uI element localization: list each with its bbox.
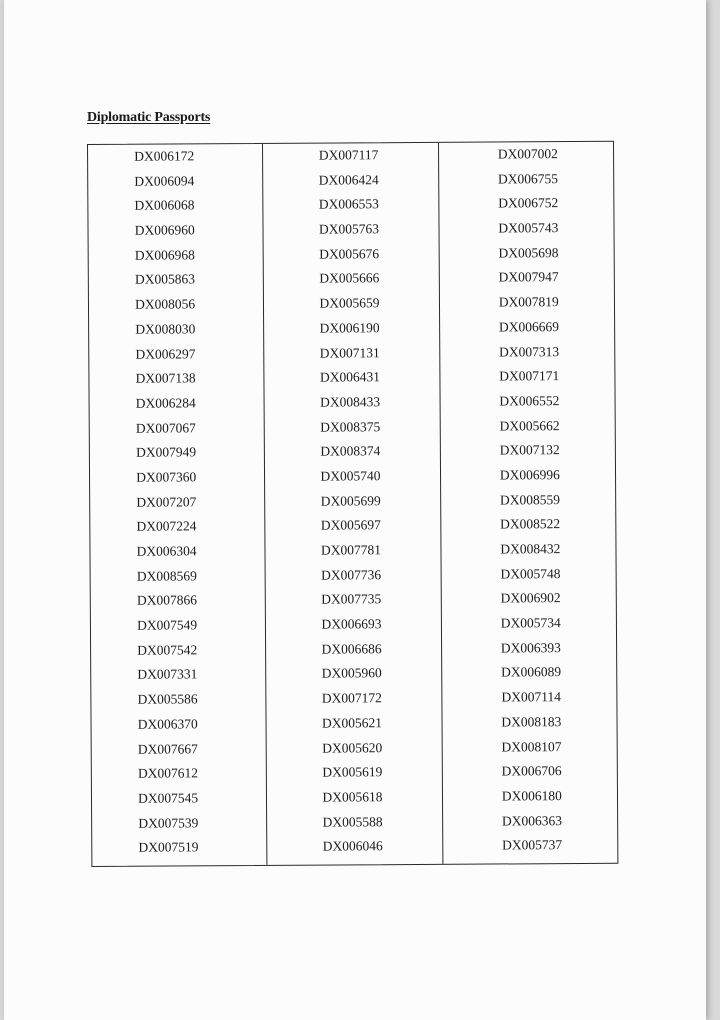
- passport-number-cell: DX008432: [500, 541, 561, 557]
- passport-number-cell: DX007131: [319, 344, 380, 361]
- passport-number-cell: DX007542: [137, 642, 198, 658]
- passport-number-cell: DX008056: [135, 296, 196, 312]
- passport-number-cell: DX007612: [137, 765, 199, 781]
- passport-number-cell: DX007114: [501, 689, 561, 705]
- passport-number-cell: DX007207: [136, 493, 197, 510]
- passport-number-cell: DX007539: [138, 814, 199, 831]
- passport-number-cell: DX005588: [322, 813, 383, 830]
- passport-number-cell: DX005586: [137, 691, 198, 707]
- document-page: [4, 0, 706, 1020]
- passport-number-cell: DX008183: [501, 713, 562, 730]
- passport-number-cell: DX006755: [497, 170, 559, 187]
- passport-number-cell: DX005619: [322, 764, 383, 780]
- passport-number-cell: DX006068: [134, 197, 195, 214]
- passport-number-cell: DX005737: [502, 837, 563, 853]
- passport-number-cell: DX006996: [499, 467, 560, 483]
- passport-number-cell: DX006669: [498, 318, 559, 335]
- passport-number-cell: DX007331: [137, 666, 198, 683]
- table-column: [438, 142, 618, 864]
- passport-number-cell: DX006304: [136, 543, 197, 559]
- passport-number-cell: DX006902: [500, 590, 561, 606]
- passport-number-cell: DX008030: [135, 321, 196, 337]
- passport-number-cell: DX008433: [320, 394, 381, 410]
- passport-number-cell: DX005659: [319, 295, 380, 311]
- passport-number-cell: DX005740: [320, 468, 381, 484]
- passport-number-cell: DX005960: [321, 665, 382, 682]
- passport-number-cell: DX006960: [134, 222, 195, 238]
- passport-number-cell: DX006752: [498, 195, 559, 211]
- passport-number-cell: DX007172: [321, 690, 382, 706]
- passport-number-cell: DX005698: [498, 244, 559, 261]
- passport-number-cell: DX007549: [137, 617, 198, 633]
- passport-number-cell: DX008375: [320, 418, 381, 435]
- passport-number-cell: DX008522: [500, 516, 561, 532]
- passport-number-cell: DX005621: [321, 715, 383, 731]
- passport-number-cell: DX007735: [321, 591, 382, 607]
- passport-number-cell: DX007360: [136, 469, 197, 485]
- passport-number-cell: DX006393: [500, 639, 561, 656]
- passport-number-cell: DX007138: [135, 370, 196, 386]
- passport-number-cell: DX007949: [135, 444, 197, 460]
- passport-number-cell: DX007132: [499, 442, 560, 458]
- passport-number-cell: DX007667: [137, 740, 198, 757]
- passport-number-cell: DX007819: [498, 294, 559, 310]
- passport-number-cell: DX007171: [499, 368, 560, 384]
- passport-number-cell: DX006046: [322, 838, 383, 854]
- passport-number-cell: DX005743: [498, 220, 559, 236]
- passport-number-cell: DX005763: [318, 221, 380, 237]
- passport-number-cell: DX007866: [136, 592, 197, 609]
- passport-number-cell: DX006553: [318, 196, 379, 212]
- passport-number-cell: DX008107: [501, 738, 562, 754]
- passport-number-cell: DX006370: [137, 716, 198, 732]
- passport-number-cell: DX005620: [322, 739, 383, 756]
- passport-number-cell: DX005662: [499, 417, 560, 434]
- passport-number-cell: DX005748: [500, 565, 561, 582]
- passport-number-cell: DX006190: [319, 320, 380, 336]
- passport-number-cell: DX006284: [135, 395, 196, 411]
- passport-number-cell: DX005863: [134, 271, 196, 288]
- passport-number-cell: DX005699: [320, 492, 381, 509]
- passport-number-cell: DX007736: [321, 566, 382, 583]
- passport-number-cell: DX007781: [320, 542, 382, 558]
- passport-number-cell: DX007067: [135, 419, 196, 436]
- passport-number-cell: DX006706: [501, 763, 562, 779]
- passport-number-cell: DX005618: [322, 789, 383, 805]
- passport-number-cell: DX008559: [499, 491, 561, 508]
- passport-number-cell: DX005676: [319, 245, 380, 262]
- passport-number-cell: DX006180: [501, 787, 562, 804]
- passport-number-cell: DX007117: [318, 147, 379, 163]
- table-column: [262, 143, 442, 865]
- passport-number-cell: DX006363: [501, 812, 562, 829]
- passport-number-cell: DX007947: [498, 269, 559, 285]
- section-heading: Diplomatic Passports: [87, 110, 211, 125]
- passport-number-cell: DX007002: [497, 146, 558, 162]
- passport-number-cell: DX008374: [320, 443, 381, 459]
- passport-number-cell: DX007313: [499, 343, 560, 359]
- passport-number-cell: DX006094: [134, 173, 195, 189]
- passport-number-cell: DX008569: [136, 568, 197, 584]
- passport-number-cell: DX006686: [321, 640, 382, 657]
- passport-number-cell: DX005734: [500, 615, 561, 631]
- table-column: [88, 144, 267, 866]
- passport-number-cell: DX006431: [319, 369, 380, 385]
- passport-number-cell: DX006172: [134, 148, 195, 164]
- passport-number-cell: DX006089: [501, 664, 562, 680]
- passport-number-cell: DX007519: [138, 839, 199, 855]
- passport-number-table: [87, 141, 618, 867]
- passport-number-cell: DX007224: [136, 518, 197, 535]
- passport-number-cell: DX006297: [135, 345, 196, 362]
- passport-number-cell: DX007545: [138, 790, 199, 806]
- passport-number-cell: DX006968: [134, 247, 195, 263]
- passport-number-cell: DX005666: [319, 270, 380, 287]
- passport-number-cell: DX006424: [318, 171, 379, 188]
- passport-number-cell: DX006693: [321, 616, 382, 632]
- passport-number-cell: DX005697: [320, 517, 381, 533]
- passport-number-cell: DX006552: [499, 392, 560, 409]
